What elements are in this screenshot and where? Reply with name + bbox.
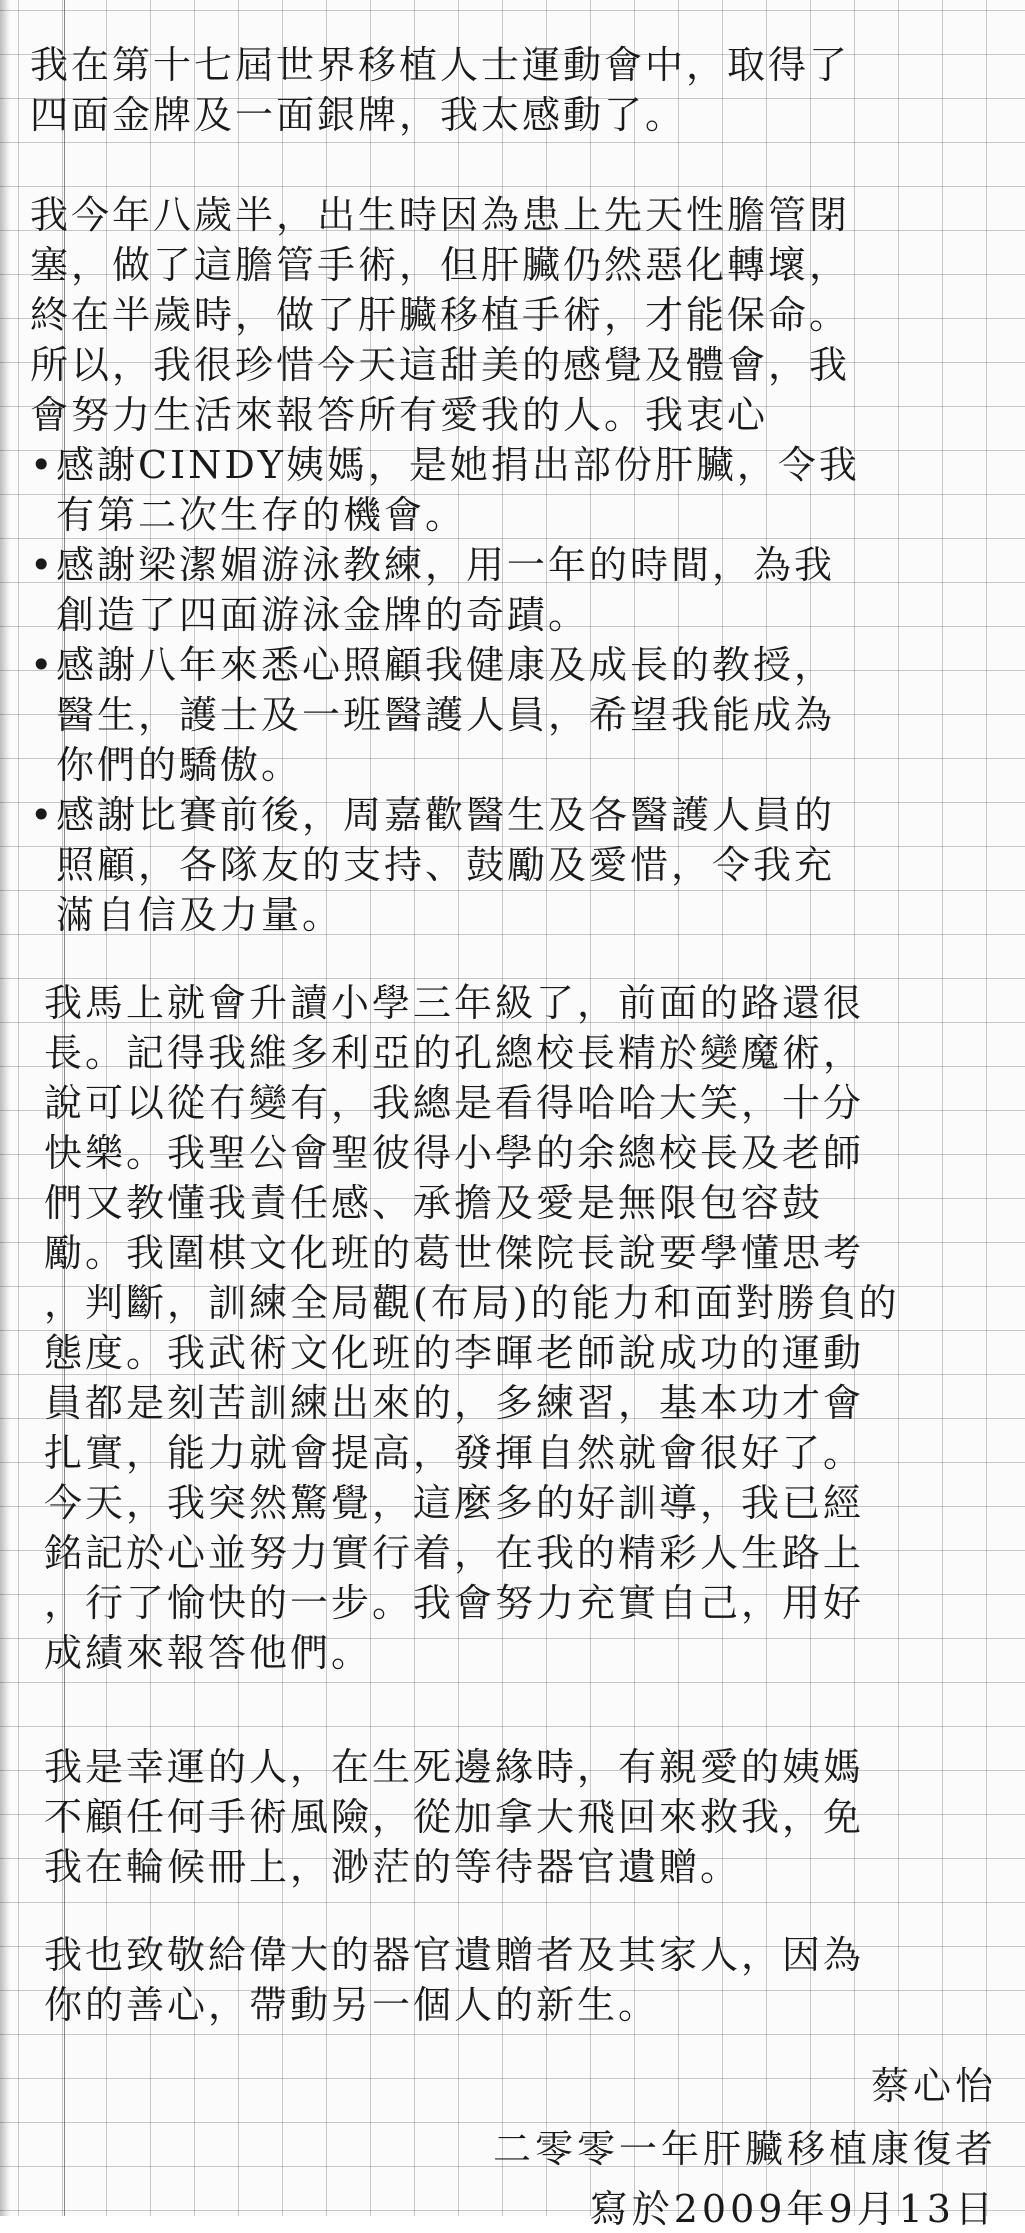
text-line: 會努力生活來報答所有愛我的人。我衷心 [30,393,769,437]
text-line: 扎實，能力就會提高，發揮自然就會很好了。 [44,1431,865,1475]
text-line: 不顧任何手術風險，從加拿大飛回來救我，免 [44,1795,865,1839]
text-line: 銘記於心並努力實行着，在我的精彩人生路上 [44,1531,865,1575]
text-line: 我在輪候冊上，渺茫的等待器官遺贈。 [44,1845,742,1889]
text-line: 快樂。我聖公會聖彼得小學的余總校長及老師 [44,1131,865,1175]
thanks-item-line: • 感謝CINDY姨媽，是她捐出部份肝臟，令我 [56,440,990,490]
donors-paragraph [30,1930,990,2030]
text-line: 成績來報答他們。 [44,1631,373,1675]
signature-title: 二零零一年肝臟移植康復者 [492,2127,997,2171]
text-line: 我也致敬給偉大的器官遺贈者及其家人，因為 [44,1933,865,1977]
thanks-item-line: • 感謝梁潔媚游泳教練，用一年的時間，為我 [56,540,990,590]
text-line: 員都是刻苦訓練出來的，多練習，基本功才會 [44,1381,865,1425]
thanks-item-line: 醫生，護士及一班醫護人員，希望我能成為 [56,693,836,737]
lucky-paragraph [30,1742,990,1892]
text-line: ，行了愉快的一步。我會努力充實自己，用好 [44,1581,865,1625]
thanks-item-line: • 感謝比賽前後，周嘉歡醫生及各醫護人員的 [56,790,990,840]
text-line: 終在半歲時，做了肝臟移植手術，才能保命。 [30,293,851,337]
story-paragraph [30,190,990,440]
thanks-item-line: 滿自信及力量。 [56,893,344,937]
school-paragraph [30,978,990,1678]
thanks-list [30,440,990,940]
text-line: 我今年八歲半，出生時因為患上先天性膽管閉 [30,193,851,237]
text-line: 長。記得我維多利亞的孔總校長精於變魔術， [44,1031,865,1075]
signature-date: 寫於2009年9月13日 [589,2187,997,2231]
text-line: 說可以從冇變有，我總是看得哈哈大笑，十分 [44,1081,865,1125]
text-line: 你的善心，帶動另一個人的新生。 [44,1983,660,2027]
thanks-item-line: 照顧，各隊友的支持、鼓勵及愛惜，令我充 [56,843,836,887]
letter-body [30,40,990,2030]
intro-paragraph [30,40,990,140]
text-line: 塞，做了這膽管手術，但肝臟仍然惡化轉壞， [30,243,851,287]
thanks-item-line: 有第二次生存的機會。 [56,493,467,537]
text-line: 我馬上就會升讀小學三年級了，前面的路還很 [44,981,865,1025]
text-line: 所以，我很珍惜今天這甜美的感覺及體會，我 [30,343,851,387]
text-line: 態度。我武術文化班的李暉老師說成功的運動 [44,1331,865,1375]
signature-name: 蔡心怡 [870,2064,997,2108]
text-line: 我在第十七屆世界移植人士運動會中，取得了 [30,43,851,87]
text-line: 四面金牌及一面銀牌，我太感動了。 [30,93,687,137]
text-line: 我是幸運的人，在生死邊緣時，有親愛的姨媽 [44,1745,865,1789]
thanks-item-line: • 感謝八年來悉心照顧我健康及成長的教授， [56,640,990,690]
paper-edge-shadow [0,0,10,2216]
text-line: 們又教懂我責任感、承擔及愛是無限包容鼓 [44,1181,824,1225]
text-line: ，判斷，訓練全局觀(布局)的能力和面對勝負的 [44,1281,900,1325]
thanks-item-line: 你們的驕傲。 [56,743,303,787]
thanks-item-line: 創造了四面游泳金牌的奇蹟。 [56,593,590,637]
text-line: 勵。我圍棋文化班的葛世傑院長說要學懂思考 [44,1231,865,1275]
text-line: 今天，我突然驚覺，這麼多的好訓導，我已經 [44,1481,865,1525]
